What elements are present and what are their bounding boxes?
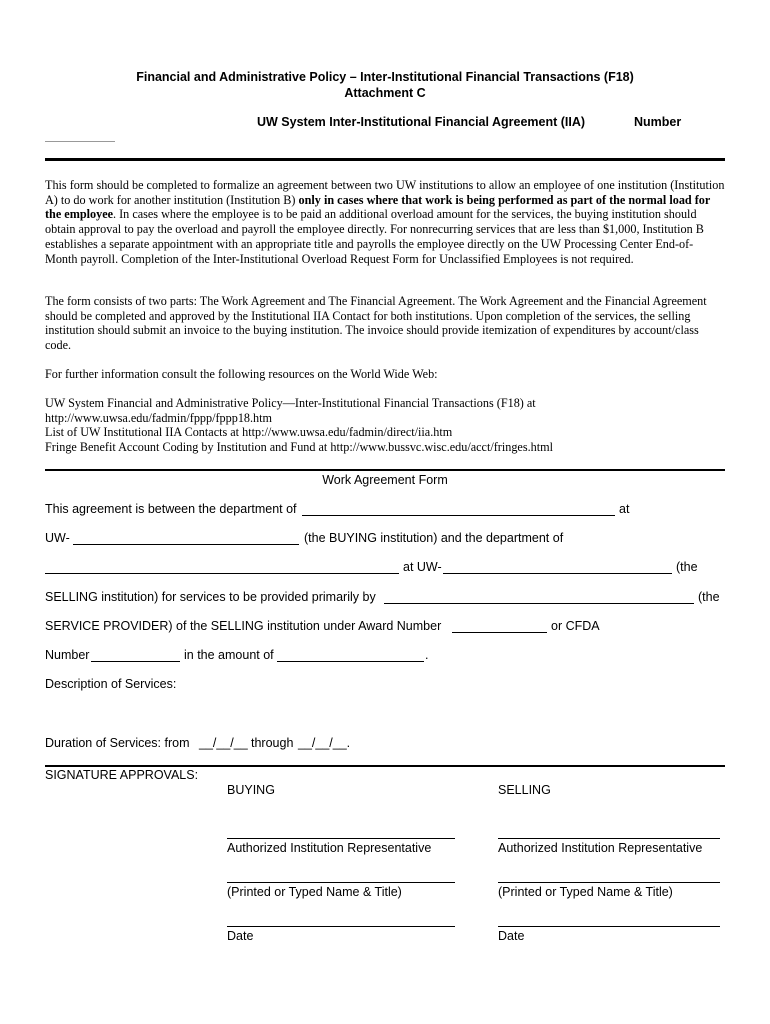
cfda-number-field[interactable]: [91, 661, 180, 662]
intro-text: This form should be completed to formalize an agreement between two UW institutions to allow an employee of one institution (Institution A) to do work for another institution (Institution B): [45, 178, 725, 207]
intro-text-continued: . In cases where the employee is to be paid an additional overload amount for the services, the buying institution should obtain approval to pay the overload and payroll the employee directly. For nonrecurring services that are less than $1,000, Institution B establishes a separate appointment with an appropriate title and payrolls the employee directly on the UW Processing Center End-of-Month payroll. Completion of the Inter-Institutional Overload Request Form for Unclassified Employees is not required.: [45, 207, 704, 266]
selling-institution-label: SELLING institution) for services to be provided primarily by: [45, 590, 376, 604]
uw-prefix: UW-: [45, 531, 70, 545]
resource-item: UW System Financial and Administrative Policy—Inter-Institutional Financial Transactions (F18) at: [45, 396, 536, 410]
attachment-label: Attachment C: [344, 86, 426, 100]
description-label: Description of Services:: [45, 677, 177, 691]
form-subtitle: UW System Inter-Institutional Financial Agreement (IIA): [257, 115, 586, 129]
amount-field[interactable]: [277, 661, 424, 662]
duration-label: Duration of Services: from: [45, 736, 190, 750]
buying-institution-field[interactable]: [73, 544, 299, 545]
award-number-field[interactable]: [452, 632, 547, 633]
section-divider: [45, 469, 725, 471]
duration-from-field[interactable]: __/__/__: [199, 736, 248, 750]
agreement-line-1-label: This agreement is between the department of: [45, 502, 297, 516]
amount-label: in the amount of: [184, 648, 274, 662]
selling-signature-field[interactable]: [498, 838, 720, 839]
selling-institution-field[interactable]: [443, 573, 672, 574]
buying-name-label: (Printed or Typed Name & Title): [227, 885, 402, 899]
buying-signature-field[interactable]: [227, 838, 455, 839]
work-agreement-heading: Work Agreement Form: [322, 473, 448, 487]
cfda-label: or CFDA: [551, 619, 600, 633]
selling-date-field[interactable]: [498, 926, 720, 927]
signature-divider: [45, 765, 725, 767]
resource-list: [45, 396, 725, 455]
selling-name-field[interactable]: [498, 882, 720, 883]
intro-emphasis: only in cases where that work is being performed as part of the normal load for the employee: [45, 192, 711, 222]
the-label: (the: [676, 560, 698, 574]
at-label: at: [619, 502, 630, 516]
document-title: Financial and Administrative Policy – Inter-Institutional Financial Transactions (F18): [136, 70, 634, 84]
buying-date-field[interactable]: [227, 926, 455, 927]
buying-name-field[interactable]: [227, 882, 455, 883]
selling-name-label: (Printed or Typed Name & Title): [498, 885, 673, 899]
cfda-number-label: Number: [45, 648, 90, 662]
at-uw-label: at UW-: [403, 560, 442, 574]
through-label: through: [251, 736, 294, 750]
award-number-label: SERVICE PROVIDER) of the SELLING institution under Award Number: [45, 619, 442, 633]
selling-department-field[interactable]: [45, 573, 399, 574]
resource-link[interactable]: http://www.uwsa.edu/fadmin/fppp/fppp18.htm: [45, 410, 273, 425]
resource-item[interactable]: Fringe Benefit Account Coding by Institution and Fund at http://www.bussvc.wisc.edu/acct/fringes.html: [45, 440, 553, 455]
buying-date-label: Date: [227, 929, 254, 943]
buying-institution-label: (the BUYING institution) and the department of: [304, 531, 564, 545]
intro-paragraph-3: For further information consult the following resources on the World Wide Web:: [45, 367, 438, 381]
selling-rep-label: Authorized Institution Representative: [498, 841, 703, 855]
header-divider: [45, 158, 725, 161]
duration-to-field[interactable]: __/__/__.: [298, 736, 351, 750]
number-line[interactable]: [45, 141, 115, 142]
resource-item[interactable]: List of UW Institutional IIA Contacts at http://www.uwsa.edu/fadmin/direct/iia.htm: [45, 425, 453, 440]
the-label-2: (the: [698, 590, 720, 604]
amount-period: .: [425, 648, 429, 662]
service-provider-field[interactable]: [384, 603, 694, 604]
buying-department-field[interactable]: [302, 515, 615, 516]
buying-rep-label: Authorized Institution Representative: [227, 841, 432, 855]
intro-paragraph-2: The form consists of two parts: The Work Agreement and The Financial Agreement. The Work Agreement and the Financial Agreement should be completed and approved by the Institutional IIA Contact for both institutions. Upon completion of the services, the selling institution should submit an invoice to the buying institution. The invoice should provide itemization of expenditures by account/class code.: [45, 294, 707, 353]
signature-approvals-heading: SIGNATURE APPROVALS:: [45, 768, 199, 782]
intro-paragraph-1: [45, 178, 725, 266]
buying-column-label: BUYING: [227, 783, 275, 797]
number-label: Number: [634, 115, 682, 129]
selling-column-label: SELLING: [498, 783, 551, 797]
selling-date-label: Date: [498, 929, 525, 943]
